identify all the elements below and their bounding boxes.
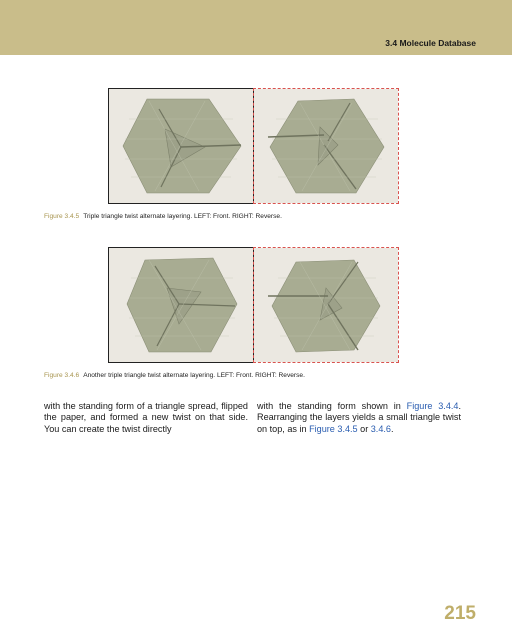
origami-front-image [109, 89, 253, 203]
figure-3-4-6-reverse-photo [253, 247, 399, 363]
figure-3-4-5-link[interactable]: Figure 3.4.5 [309, 423, 358, 434]
body-paragraph [257, 401, 461, 435]
body-column-left [44, 401, 248, 435]
figure-3-4-6-front-photo [108, 247, 254, 363]
body-paragraph: with the standing form of a triangle spread, flipped the paper, and formed a new twist on that side. You can create the twist directly [44, 401, 248, 434]
body-text: with the standing form shown in [257, 401, 407, 411]
body-column-right [257, 401, 461, 435]
figure-3-4-5-reverse-photo [253, 88, 399, 204]
figure-3-4-5-caption [44, 213, 282, 220]
figure-label: Figure 3.4.6 [44, 372, 80, 379]
figure-label: Figure 3.4.5 [44, 213, 80, 220]
section-title: 3.4 Molecule Database [385, 38, 476, 48]
caption-text: Triple triangle twist alternate layering. LEFT: Front. RIGHT: Reverse. [83, 213, 282, 220]
origami-front-image [109, 248, 253, 362]
figure-3-4-4-link[interactable]: Figure 3.4.4 [406, 401, 459, 411]
origami-reverse-image [254, 248, 398, 362]
figure-3-4-6-link[interactable]: 3.4.6 [370, 423, 391, 434]
figure-3-4-6-caption [44, 372, 305, 379]
body-text: . Rearranging the layers yields a small triangle twist on top, as in [257, 401, 462, 434]
page-number: 215 [444, 603, 476, 624]
origami-reverse-image [254, 89, 398, 203]
body-text: . [390, 423, 394, 434]
caption-text: Another triple triangle twist alternate layering. LEFT: Front. RIGHT: Reverse. [83, 372, 305, 379]
figure-3-4-5-front-photo [108, 88, 254, 204]
body-text: or [357, 423, 371, 434]
